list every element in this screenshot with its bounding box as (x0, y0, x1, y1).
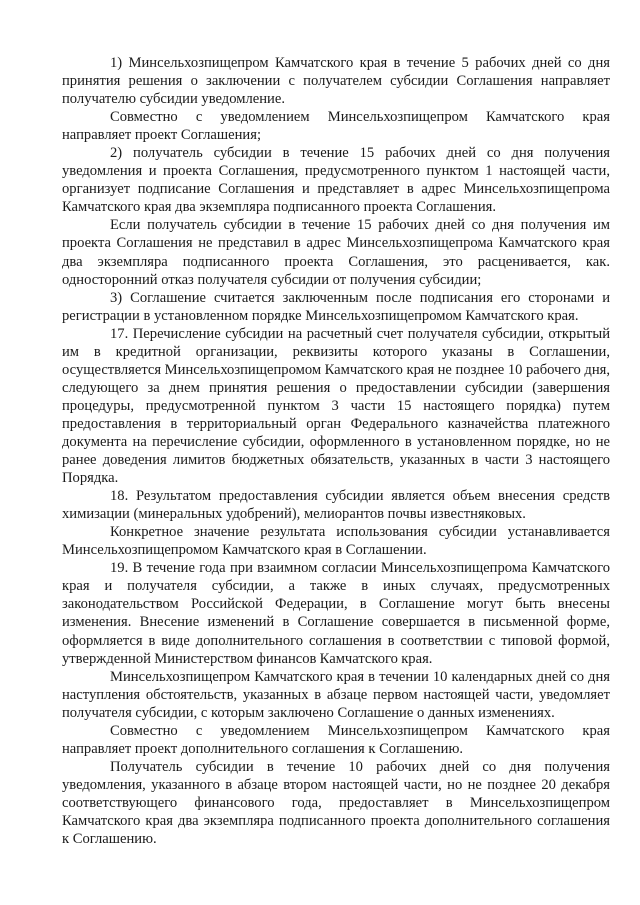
paragraph-8: Конкретное значение результата использования субсидии устанавливается Минсельхозпищепромом Камчатского края в Соглашении. (62, 524, 610, 559)
paragraph-12: Получатель субсидии в течение 10 рабочих дней со дня получения уведомления, указанного в абзаце втором настоящей части, но не позднее 20 декабря соответствующего финансового года, предоставляет в Минсельхозпищепром Камчатского края два экземпляра подписанного проекта дополнительного соглашения к Соглашению. (62, 758, 610, 848)
paragraph-1: 1) Минсельхозпищепром Камчатского края в течение 5 рабочих дней со дня принятия решения о заключении с получателем субсидии Соглашения направляет получателю субсидии уведомление. (62, 55, 610, 108)
paragraph-10: Минсельхозпищепром Камчатского края в течении 10 календарных дней со дня наступления обстоятельств, указанных в абзаце первом настоящей части, уведомляет получателя субсидии, с которым заключено Соглашение о данных изменениях. (62, 668, 610, 721)
paragraph-11: Совместно с уведомлением Минсельхозпищепром Камчатского края направляет проект дополнительного соглашения к Соглашению. (62, 722, 610, 757)
paragraph-2: Совместно с уведомлением Минсельхозпищепром Камчатского края направляет проект Соглашения; (62, 109, 610, 144)
paragraph-5: 3) Соглашение считается заключенным после подписания его сторонами и регистрации в установленном порядке Минсельхозпищепромом Камчатского края. (62, 289, 610, 324)
paragraph-9: 19. В течение года при взаимном согласии Минсельхозпищепрома Камчатского края и получателя субсидии, а также в иных случаях, предусмотренных законодательством Российской Федерации, в Соглашение могут быть внесены изменения. Внесение изменений в Соглашение совершается в письменной форме, оформляется в виде дополнительного соглашения в соответствии с типовой формой, утвержденной Министерством финансов Камчатского края. (62, 560, 610, 667)
paragraph-7: 18. Результатом предоставления субсидии является объем внесения средств химизации (минеральных удобрений), мелиорантов почвы известняковых. (62, 488, 610, 523)
paragraph-4: Если получатель субсидии в течение 15 рабочих дней со дня получения им проекта Соглашения не представил в адрес Минсельхозпищепрома Камчатского края два экземпляра подписанного проекта Соглашения, это расценивается, как. односторонний отказ получателя субсидии от получения субсидии; (62, 217, 610, 288)
document-page (62, 54, 610, 848)
paragraph-6: 17. Перечисление субсидии на расчетный счет получателя субсидии, открытый им в кредитной организации, реквизиты которого указаны в Соглашении, осуществляется Минсельхозпищепромом Камчатского края не позднее 10 рабочего дня, следующего за днем принятия решения о предоставлении субсидии (завершения процедуры, предусмотренной пунктом 3 части 15 настоящего порядка) путем предоставления в территориальный орган Федерального казначейства платежного документа на перечисление субсидии, оформленного в установленном порядке, но не ранее доведения лимитов бюджетных обязательств, указанных в части 3 настоящего Порядка. (62, 325, 610, 487)
paragraph-3: 2) получатель субсидии в течение 15 рабочих дней со дня получения уведомления и проекта Соглашения, предусмотренного пунктом 1 настоящей части, организует подписание Соглашения и представляет в адрес Минсельхозпищепрома Камчатского края два экземпляра подписанного проекта Соглашения. (62, 145, 610, 216)
